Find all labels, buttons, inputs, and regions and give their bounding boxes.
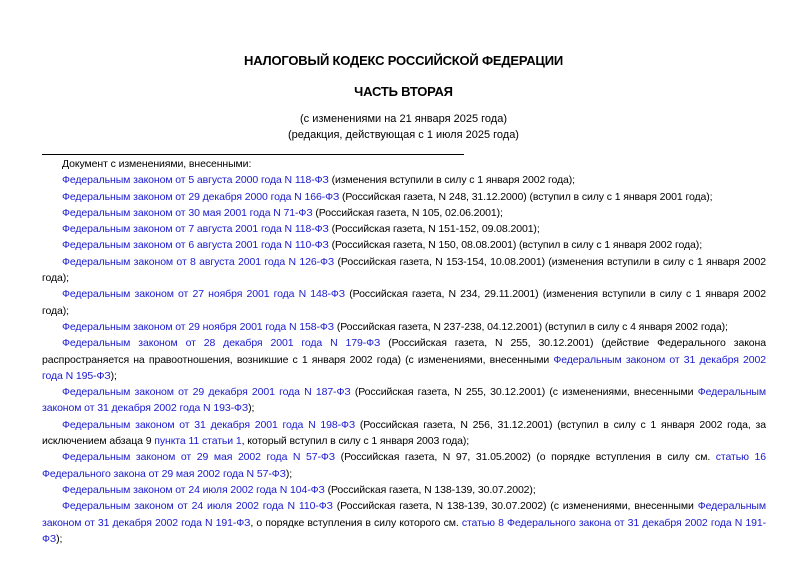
law-reference-link[interactable]: Федеральным законом от 6 августа 2001 года N 110-ФЗ [62,239,329,252]
amendment-text: (Российская газета, N 255, 30.12.2001) (действие Федерального закона распространяется на правоотношения, возникшие с 1 января 2002 года) (с изменениями, внесенными [42,337,766,366]
amendment-text: (Российская газета, N 256, 31.12.2001) (вступил в силу с 1 января 2002 года, за исключением абзаца 9 [42,418,766,448]
amendment-text: (Российская газета, N 255, 30.12.2001) (с изменениями, внесенными [350,386,698,399]
amendment-text: (Российская газета, N 105, 02.06.2001); [312,206,503,219]
amendment-item [42,384,766,417]
amendment-item [42,254,766,287]
amendment-text: (Российская газета, N 138-139, 30.07.2002); [324,483,536,496]
amendment-item [42,205,766,221]
amendment-text: (Российская газета, N 138-139, 30.07.2002) (с изменениями, внесенными [332,500,698,513]
amendment-text: ); [110,369,117,382]
amendment-item [42,482,766,498]
amendment-text: (Российская газета, N 237-238, 04.12.2001) (вступил в силу с 4 января 2002 года); [334,320,728,333]
law-reference-link[interactable]: Федеральным законом от 31 декабря 2001 года N 198-ФЗ [62,418,356,431]
amendment-text: (Российская газета, N 248, 31.12.2000) (вступил в силу с 1 января 2001 года); [339,190,713,203]
law-reference-link[interactable]: Федеральным законом от 31 декабря 2002 года N 191-ФЗ [42,500,766,529]
law-reference-link[interactable]: статью 16 Федерального закона от 29 мая 2002 года N 57-ФЗ [42,451,766,480]
amendment-text: (Российская газета, N 234, 29.11.2001) (изменения вступили в силу с 1 января 2002 года); [42,288,766,317]
amendment-item [42,237,766,253]
law-reference-link[interactable]: Федеральным законом от 24 июля 2002 года N 104-ФЗ [62,483,325,496]
amendment-text: (Российская газета, N 150, 08.08.2001) (вступил в силу с 1 января 2002 года); [328,239,703,252]
amendment-text: , который вступил в силу с 1 января 2003 года); [241,435,470,448]
amendment-text: ); [248,402,255,415]
amendment-item [42,449,766,482]
amendment-item [42,189,766,205]
document-title: НАЛОГОВЫЙ КОДЕКС РОССИЙСКОЙ ФЕДЕРАЦИИ [244,53,563,68]
amendments-intro: Документ с изменениями, внесенными: [62,158,252,170]
amendment-item [42,498,766,547]
law-reference-link[interactable]: Федеральным законом от 28 декабря 2001 года N 179-ФЗ [62,337,381,350]
amendment-item [42,417,766,450]
amendment-item [42,286,766,319]
amendment-entries [42,172,766,547]
amendment-item [42,221,766,237]
amendment-text: (Российская газета, N 153-154, 10.08.2001) (изменения вступили в силу с 1 января 2002 года); [42,255,766,285]
amendment-item [42,335,766,384]
law-reference-link[interactable]: Федеральным законом от 7 августа 2001 года N 118-ФЗ [62,223,329,236]
amendment-text: (Российская газета, N 151-152, 09.08.2001); [328,223,540,236]
law-reference-link[interactable]: Федеральным законом от 24 июля 2002 года N 110-ФЗ [62,500,333,513]
amendment-text: ); [285,467,293,480]
law-reference-link[interactable]: Федеральным законом от 29 мая 2002 года N 57-ФЗ [62,451,336,464]
document-part: ЧАСТЬ ВТОРАЯ [354,84,453,99]
amendment-text: (Российская газета, N 97, 31.05.2002) (о порядке вступления в силу см. [335,451,716,464]
amendment-text: (изменения вступили в силу с 1 января 2002 года); [328,174,576,187]
law-reference-link[interactable]: Федеральным законом от 29 декабря 2000 года N 166-ФЗ [62,190,340,203]
amendment-text: , о порядке вступления в силу которого см. [250,516,462,529]
law-reference-link[interactable]: пункта 11 статьи 1 [154,435,242,448]
law-reference-link[interactable]: статью 8 Федерального закона от 31 декабря 2002 года N 191-ФЗ [42,516,766,545]
amendment-item [42,172,766,188]
amendments-list [42,156,766,547]
amendment-text: ); [56,532,63,545]
law-reference-link[interactable]: Федеральным законом от 29 ноября 2001 года N 158-ФЗ [62,320,334,333]
changes-note: (с изменениями на 21 января 2025 года) [299,113,507,125]
law-reference-link[interactable]: Федеральным законом от 31 декабря 2002 года N 193-ФЗ [42,386,766,415]
edition-note: (редакция, действующая с 1 июля 2025 года) [288,129,519,141]
header-divider [42,154,464,155]
law-reference-link[interactable]: Федеральным законом от 5 августа 2000 года N 118-ФЗ [62,174,329,187]
amendment-item [42,319,766,335]
law-reference-link[interactable]: Федеральным законом от 8 августа 2001 года N 126-ФЗ [62,255,335,268]
law-reference-link[interactable]: Федеральным законом от 29 декабря 2001 года N 187-ФЗ [62,386,351,399]
law-reference-link[interactable]: Федеральным законом от 27 ноября 2001 года N 148-ФЗ [62,288,346,301]
law-reference-link[interactable]: Федеральным законом от 30 мая 2001 года N 71-ФЗ [62,206,313,219]
law-reference-link[interactable]: Федеральным законом от 31 декабря 2002 года N 195-ФЗ [42,353,766,382]
